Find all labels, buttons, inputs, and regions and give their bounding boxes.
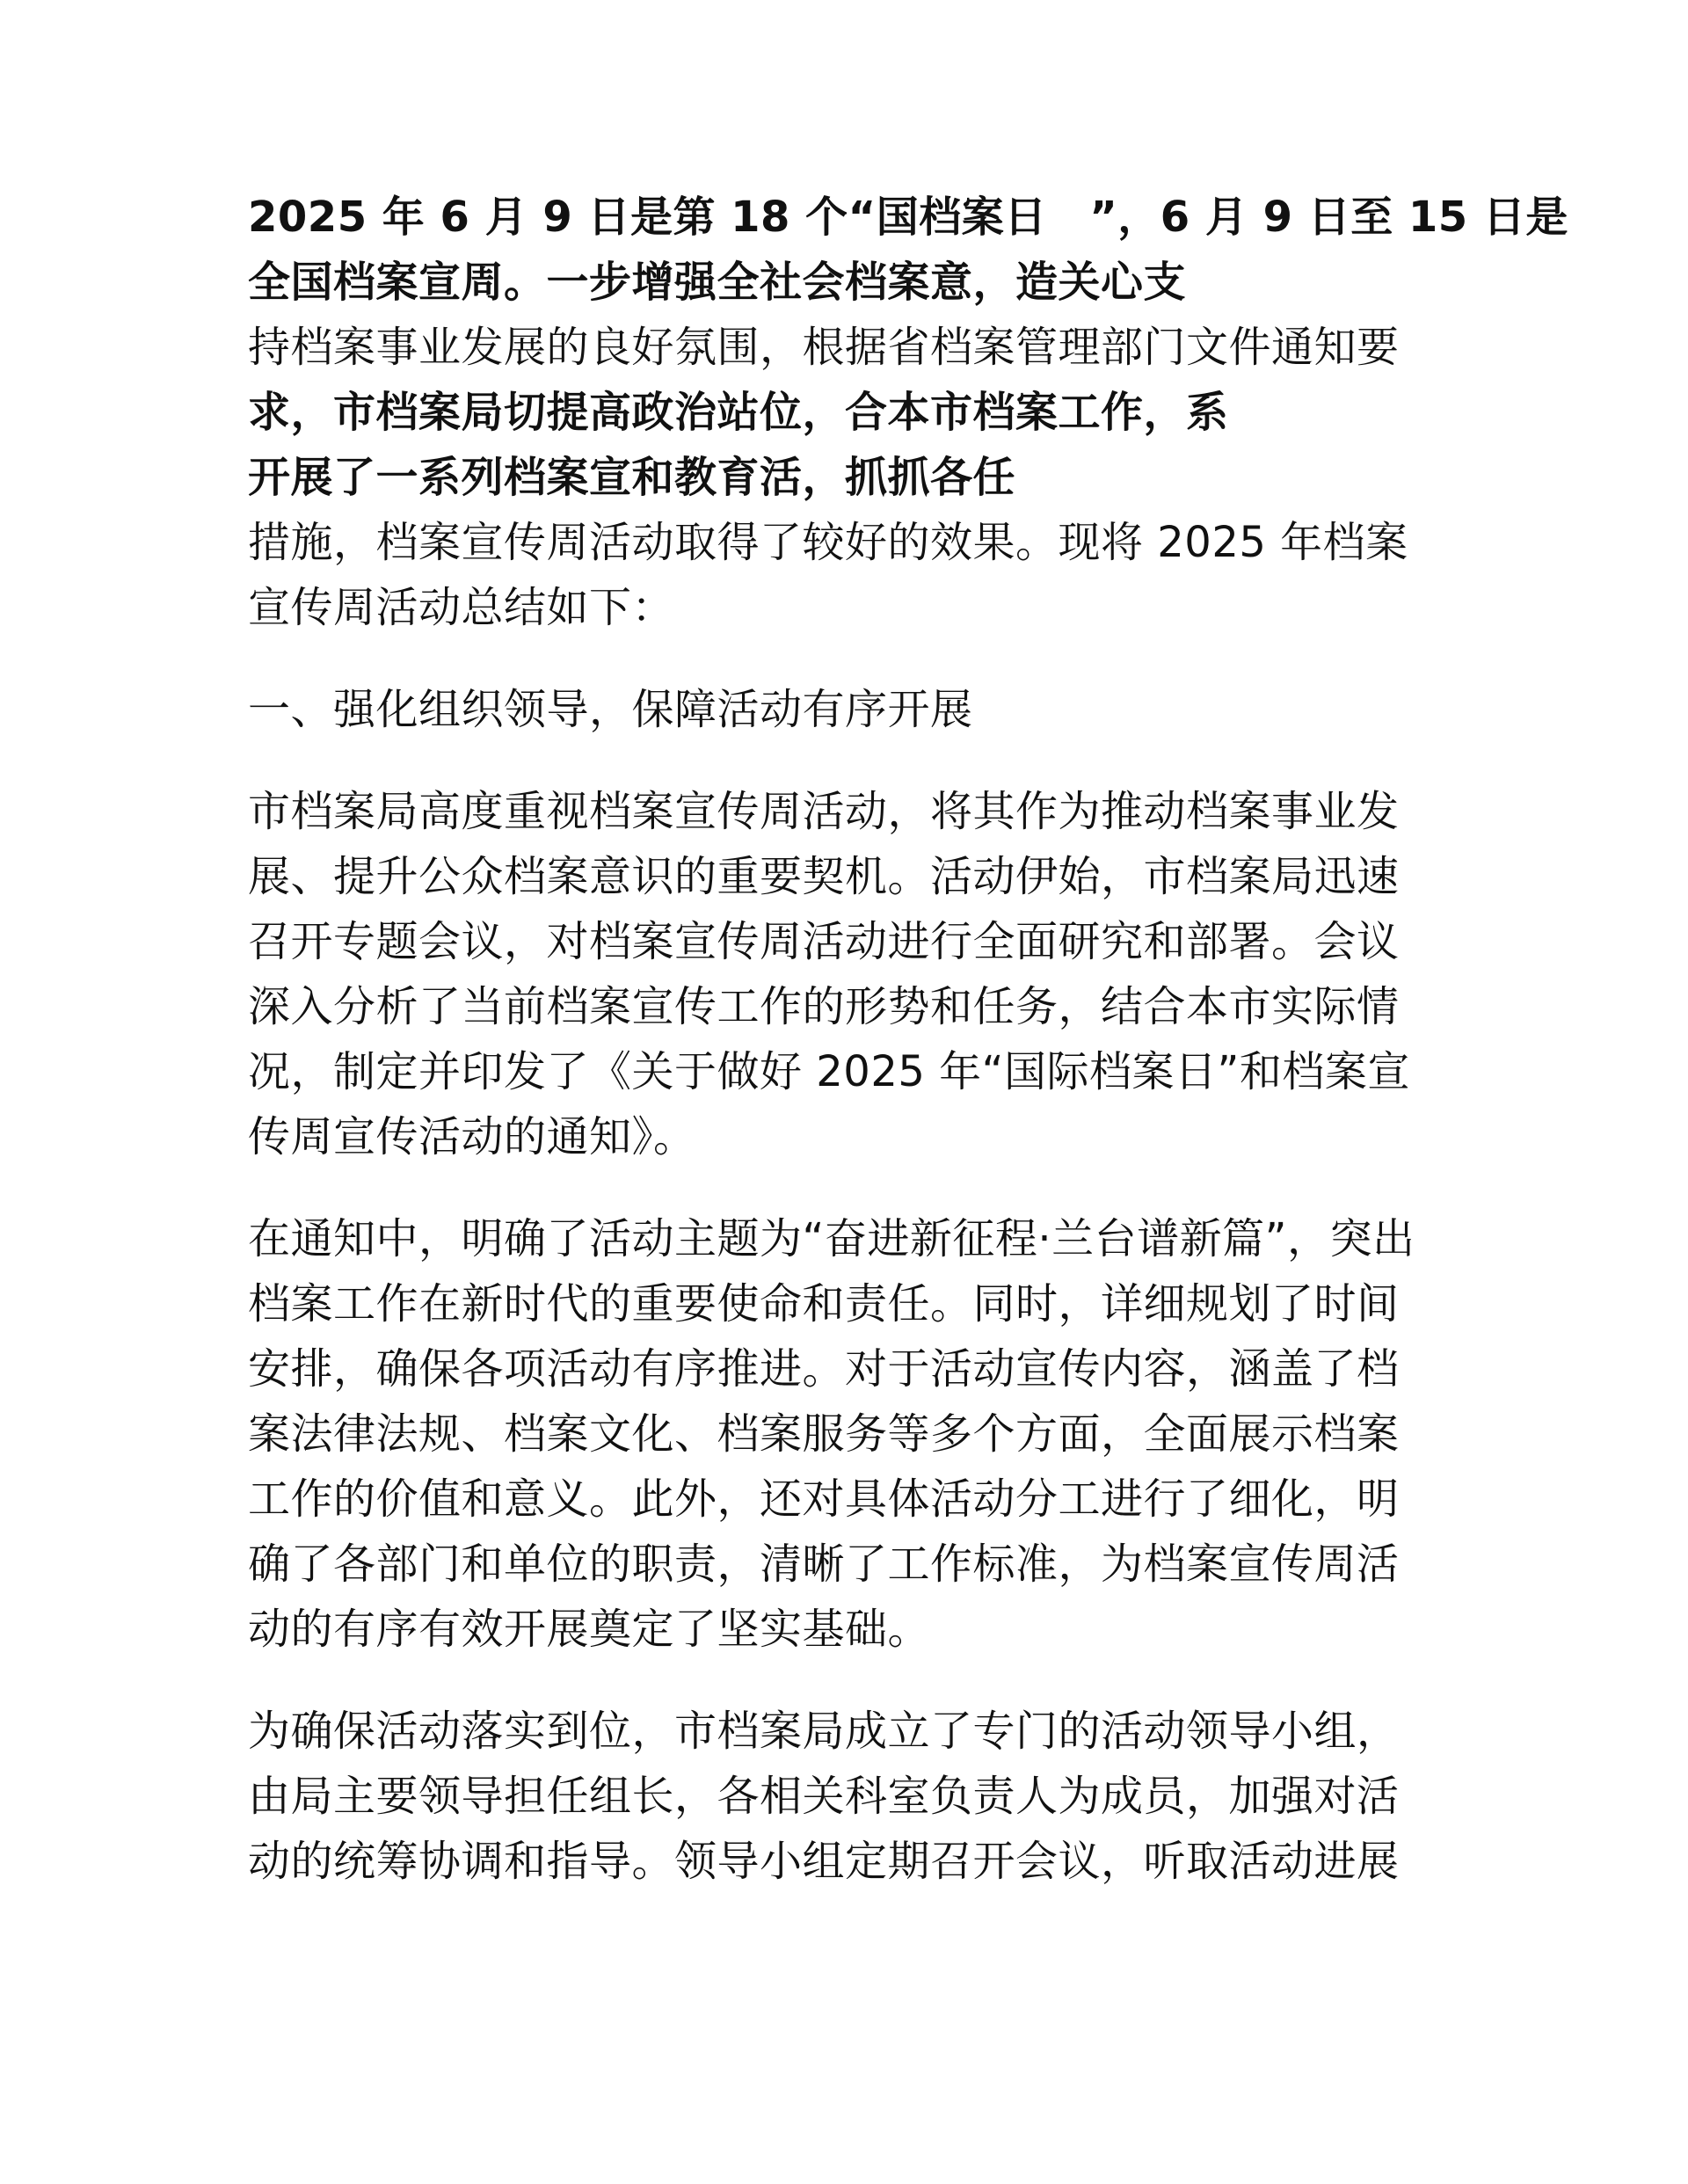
paragraph-line: 开展了一系列档案宣和教育活，抓抓各任 (248, 453, 1016, 502)
paragraph-line: 市档案局高度重视档案宣传周活动，将其作为推动档案事业发 (248, 787, 1400, 836)
paragraph-line: 深入分析了当前档案宣传工作的形势和任务，结合本市实际情 (248, 982, 1400, 1031)
paragraph-line: 工作的价值和意义。此外，还对具体活动分工进行了细化，明 (248, 1474, 1400, 1524)
paragraph-line: 在通知中，明确了活动主题为“奋进新征程·兰台谱新篇”，突出 (248, 1214, 1415, 1263)
paragraph-line: 全国档案宣周。一步增强全社会档案意，造关心支 (248, 258, 1187, 307)
paragraph-line: 召开专题会议，对档案宣传周活动进行全面研究和部署。会议 (248, 917, 1400, 966)
section-heading: 一、强化组织领导，保障活动有序开展 (248, 685, 973, 734)
paragraph-line: 动的统筹协调和指导。领导小组定期召开会议，听取活动进展 (248, 1837, 1400, 1886)
paragraph-line: 传周宣传活动的通知》。 (248, 1112, 696, 1161)
paragraph-line: 2025 年 6 月 9 日是第 18 个“国档案日 ”，6 月 9 日至 15 日是 (248, 193, 1568, 242)
body-paragraph-1 (248, 779, 1444, 1169)
paragraph-line: 确了各部门和单位的职责，清晰了工作标准，为档案宣传周活 (248, 1540, 1400, 1589)
paragraph-line: 展、提升公众档案意识的重要契机。活动伊始，市档案局迅速 (248, 852, 1400, 901)
paragraph-line: 求，市档案局切提高政治站位，合本市档案工作，系 (248, 388, 1229, 437)
paragraph-line: 安排，确保各项活动有序推进。对于活动宣传内容，涵盖了档 (248, 1344, 1400, 1394)
paragraph-line: 由局主要领导担任组长，各相关科室负责人为成员，加强对活 (248, 1772, 1400, 1821)
intro-paragraph (248, 185, 1568, 640)
document-body (248, 185, 1568, 1894)
paragraph-line: 档案工作在新时代的重要使命和责任。同时，详细规划了时间 (248, 1279, 1400, 1329)
body-paragraph-3 (248, 1699, 1444, 1894)
paragraph-line: 措施，档案宣传周活动取得了较好的效果。现将 2025 年档案 (248, 518, 1408, 567)
paragraph-line: 为确保活动落实到位，市档案局成立了专门的活动领导小组， (248, 1707, 1400, 1756)
paragraph-line: 况，制定并印发了《关于做好 2025 年“国际档案日”和档案宣 (248, 1047, 1410, 1096)
paragraph-line: 持档案事业发展的良好氛围，根据省档案管理部门文件通知要 (248, 323, 1400, 372)
paragraph-line: 宣传周活动总结如下： (248, 583, 675, 632)
body-paragraph-2 (248, 1206, 1444, 1662)
paragraph-line: 动的有序有效开展奠定了坚实基础。 (248, 1605, 931, 1654)
paragraph-line: 案法律法规、档案文化、档案服务等多个方面，全面展示档案 (248, 1409, 1400, 1459)
